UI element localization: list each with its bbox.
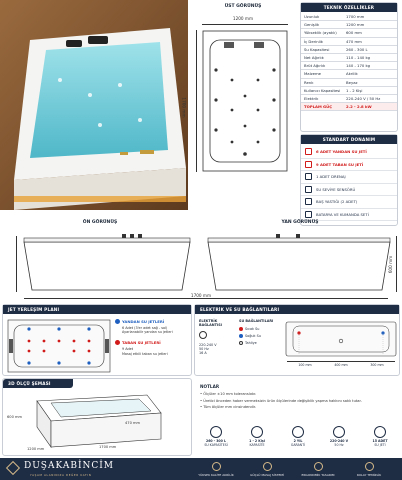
spec-key: Elektrik bbox=[304, 95, 319, 101]
standard-item-label: 9 ADET TABAN SU JETİ bbox=[316, 161, 364, 167]
footer-features bbox=[196, 458, 400, 480]
feature-top: 1 - 2 Kişi bbox=[249, 439, 265, 443]
top-view-section bbox=[181, 0, 296, 210]
spec-value: 140 - 170 kg bbox=[346, 63, 371, 69]
front-view-title: ÖN GÖRÜNÜŞ bbox=[82, 220, 118, 225]
water-sensor-icon bbox=[304, 185, 312, 193]
note-item: • Ölçüler ±10 mm toleranslıdır. bbox=[200, 392, 257, 396]
footer-feature-icon bbox=[365, 462, 374, 471]
footer-feature-label: ERGONOMİK TASARIM bbox=[301, 473, 335, 477]
3d-depth-label: 470 mm bbox=[125, 421, 141, 425]
footer-feature bbox=[349, 462, 389, 477]
footer-feature-label: GÜÇLÜ MASAJ SİSTEMİ bbox=[250, 473, 284, 477]
plug-icon bbox=[199, 331, 207, 339]
spec-row bbox=[301, 29, 397, 37]
note-item: • Üretici önceden haber vermeksizin ürün ölçülerinde değişiklik yapma hakkını saklı tutar. bbox=[200, 398, 362, 403]
features-row bbox=[196, 426, 400, 456]
spec-key: Su Kapasitesi bbox=[304, 46, 330, 52]
brand-tagline: YAŞAM ALANINIZA DEĞER KATIN bbox=[30, 473, 92, 477]
power-spec-1: 50 Hz bbox=[199, 347, 209, 352]
spec-value: 110 - 140 kg bbox=[346, 55, 371, 61]
standard-item-label: BAŞ YASTIĞI (2 ADET) bbox=[316, 199, 358, 205]
spec-value: Beyaz bbox=[346, 79, 358, 85]
power-connection-title: ELEKTRİK BAĞLANTISI bbox=[199, 319, 222, 328]
spec-row bbox=[301, 13, 397, 21]
hot-water-icon bbox=[239, 327, 243, 331]
feature-top: 220-240 V bbox=[329, 439, 349, 443]
standard-item-label: SU SEVİYE SENSÖRÜ bbox=[316, 186, 356, 192]
3d-drawing bbox=[27, 391, 167, 449]
side-jet-icon bbox=[304, 148, 312, 156]
spec-key: Yükseklik (ayaklı) bbox=[304, 30, 337, 36]
spec-row bbox=[301, 38, 397, 46]
footer-feature-icon bbox=[212, 462, 221, 471]
feature-bottom: SU JETİ bbox=[374, 443, 386, 447]
standard-equipment-title: STANDART DONANIM bbox=[301, 135, 397, 144]
footer-feature-icon bbox=[263, 462, 272, 471]
water-connections bbox=[239, 319, 281, 345]
front-view-section bbox=[0, 218, 200, 298]
3d-dimension-title: 3D ÖLÇÜ ŞEMASI bbox=[3, 379, 73, 388]
notes-list bbox=[200, 392, 396, 412]
technical-specs-title: TEKNİK ÖZELLİKLER bbox=[301, 3, 397, 12]
electric-water-panel bbox=[194, 304, 400, 376]
hot-water-label: Sıcak Su bbox=[245, 327, 260, 331]
feature-bottom: KAPASİTE bbox=[249, 443, 265, 447]
feature-icon bbox=[210, 426, 222, 438]
floor-jets-count: 9 Adet bbox=[122, 346, 134, 351]
spec-value: 1700 mm bbox=[346, 14, 365, 20]
total-power-key: TOPLAM GÜÇ bbox=[304, 104, 333, 110]
spec-key: Brüt Ağırlık bbox=[304, 63, 326, 69]
technical-specs-panel bbox=[300, 2, 398, 132]
spec-key: Uzunluk bbox=[304, 14, 320, 20]
power-spec-2: 16 A bbox=[199, 351, 207, 356]
spec-row bbox=[301, 79, 397, 87]
total-power-value: 2.2 - 2.8 kW bbox=[346, 104, 372, 110]
side-view-height-label: 600 mm bbox=[388, 255, 394, 274]
spec-key: Net Ağırlık bbox=[304, 55, 324, 61]
water-connections-title: SU BAĞLANTILARI bbox=[239, 319, 274, 323]
feature-bottom: GARANTİ bbox=[290, 443, 306, 447]
spec-row bbox=[301, 62, 397, 70]
3d-dimension-panel bbox=[2, 378, 192, 456]
feature-badge bbox=[196, 426, 236, 447]
footer-feature bbox=[247, 462, 287, 477]
standard-item-label: BATARYA VE KUMANDA SETİ bbox=[316, 211, 369, 217]
top-view-width-label: 1200 mm bbox=[232, 16, 254, 21]
conn-dim-0: 100 mm bbox=[298, 363, 312, 367]
footer-feature-icon bbox=[314, 462, 323, 471]
side-view-drawing bbox=[206, 234, 392, 296]
feature-bottom: SU KAPASİTESİ bbox=[204, 443, 228, 447]
feature-badge bbox=[319, 426, 359, 447]
technical-specs-table bbox=[301, 13, 397, 111]
overall-length-label: 1700 mm bbox=[190, 293, 212, 298]
cold-water-label: Soğuk Su bbox=[245, 334, 261, 338]
feature-top: 260 - 300 L bbox=[206, 439, 226, 443]
side-jets-legend bbox=[115, 319, 189, 356]
3d-width-label: 1200 mm bbox=[27, 447, 45, 451]
feature-bottom: 50 Hz bbox=[334, 443, 344, 447]
feature-badge bbox=[360, 426, 400, 447]
standard-item-label: 1 ADET DRENAJ bbox=[316, 174, 346, 180]
floor-jets-title: TABAN SU JETLERİ bbox=[122, 339, 161, 345]
side-view-section bbox=[200, 218, 402, 298]
brand-logo-icon bbox=[6, 461, 20, 475]
standard-item bbox=[301, 171, 397, 184]
blue-dot-icon bbox=[115, 319, 120, 324]
standard-item bbox=[301, 184, 397, 197]
spec-value: 260 - 300 L bbox=[346, 46, 368, 52]
connection-drawing bbox=[285, 321, 397, 357]
top-view-drawing bbox=[202, 30, 288, 172]
spec-row bbox=[301, 95, 397, 103]
red-dot-icon bbox=[115, 340, 120, 345]
3d-height-label: 600 mm bbox=[7, 415, 23, 419]
pillow-icon bbox=[304, 198, 312, 206]
standard-item bbox=[301, 159, 397, 172]
jet-plan-panel bbox=[2, 304, 192, 376]
footer-feature bbox=[196, 462, 236, 477]
spec-value: 1 - 2 Kişi bbox=[346, 87, 363, 93]
standard-equipment-panel bbox=[300, 134, 398, 226]
top-view-length-label: 1700 mm bbox=[181, 97, 187, 118]
spec-key: Kullanıcı Kapasitesi bbox=[304, 87, 341, 93]
feature-badge bbox=[278, 426, 318, 447]
cold-water-icon bbox=[239, 334, 243, 338]
floor-jets-desc: Masaj etkili taban su jetleri bbox=[122, 351, 168, 356]
drain-label: Tahliye bbox=[245, 341, 257, 345]
notes-title: NOTLAR bbox=[200, 384, 220, 389]
standard-item bbox=[301, 146, 397, 159]
conn-dim-1: 400 mm bbox=[334, 363, 348, 367]
jet-plan-drawing bbox=[7, 319, 111, 373]
spec-key: İç Derinlik bbox=[304, 38, 324, 44]
front-view-height-label bbox=[0, 256, 1, 273]
spec-value: 1200 mm bbox=[346, 22, 365, 28]
conn-dim-2: 300 mm bbox=[370, 363, 384, 367]
spec-value: 600 mm bbox=[346, 30, 362, 36]
standard-item bbox=[301, 196, 397, 209]
drain-icon bbox=[304, 173, 312, 181]
spec-row bbox=[301, 87, 397, 95]
note-item: • Tüm ölçüler mm cinsindendir. bbox=[200, 405, 257, 409]
feature-icon bbox=[333, 426, 345, 438]
standard-equipment-list bbox=[301, 146, 397, 221]
spec-row bbox=[301, 21, 397, 29]
standard-item-label: 6 ADET YANDAN SU JETİ bbox=[316, 149, 367, 155]
drain-point-icon bbox=[239, 341, 243, 345]
footer-bar bbox=[0, 458, 402, 480]
electric-water-title: ELEKTRİK VE SU BAĞLANTILARI bbox=[195, 305, 399, 314]
footer-feature bbox=[298, 462, 338, 477]
side-view-title: YAN GÖRÜNÜŞ bbox=[281, 220, 319, 225]
footer-feature-label: YÜKSEK KALİTE AKRİLİK bbox=[198, 473, 234, 477]
spec-row bbox=[301, 46, 397, 54]
jet-plan-title: JET YERLEŞİM PLANI bbox=[3, 305, 191, 314]
product-photo bbox=[0, 0, 188, 210]
footer-feature-label: KOLAY TEMİZLİK bbox=[356, 473, 382, 477]
spec-row-total bbox=[301, 103, 397, 111]
spec-key: Renk bbox=[304, 79, 314, 85]
spec-value: 470 mm bbox=[346, 38, 362, 44]
feature-icon bbox=[251, 426, 263, 438]
spec-row bbox=[301, 70, 397, 78]
spec-row bbox=[301, 54, 397, 62]
3d-length-label: 1700 mm bbox=[99, 445, 117, 449]
side-jets-desc: 6 Adet (3'er adet sağ - sol) Ayarlanabilir yandan su jetleri bbox=[122, 326, 173, 335]
spec-key: Malzeme bbox=[304, 71, 322, 77]
spec-key: Genişlik bbox=[304, 22, 320, 28]
brand-name: DUŞAKABİNCİM bbox=[24, 461, 115, 471]
notes-panel bbox=[194, 380, 400, 420]
spec-value: Akrilik bbox=[346, 71, 358, 77]
feature-top: 15 ADET bbox=[372, 439, 388, 443]
top-view-title: ÜST GÖRÜNÜŞ bbox=[224, 4, 262, 9]
spec-value: 220-240 V / 50 Hz bbox=[346, 95, 381, 101]
feature-icon bbox=[374, 426, 386, 438]
power-connection bbox=[199, 319, 235, 355]
feature-icon bbox=[292, 426, 304, 438]
floor-jet-icon bbox=[304, 160, 312, 168]
power-spec-0: 220-240 V bbox=[199, 343, 217, 348]
feature-top: 2 YIL bbox=[293, 439, 303, 443]
front-view-drawing bbox=[22, 234, 192, 296]
feature-badge bbox=[237, 426, 277, 447]
side-jets-title: YANDAN SU JETLERİ bbox=[122, 319, 165, 324]
